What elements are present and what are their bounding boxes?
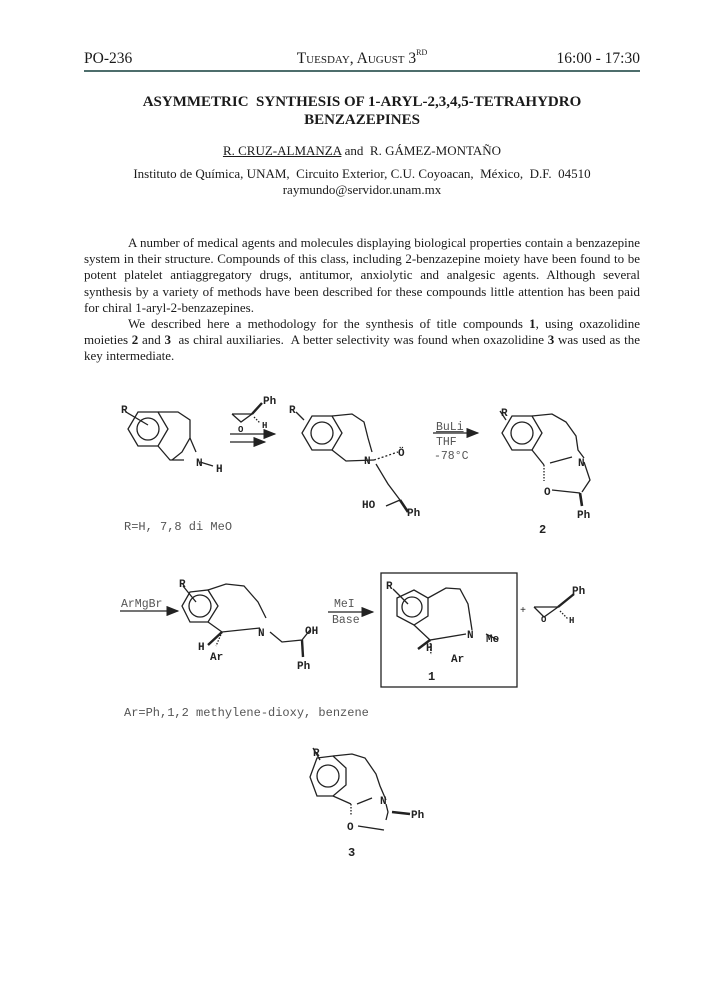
author-joiner: and xyxy=(341,143,370,158)
session-time: 16:00 - 17:30 xyxy=(556,50,640,67)
poster-code: PO-236 xyxy=(84,50,133,67)
text-run: , using oxazolidine moieties xyxy=(84,316,640,348)
text-run: was used as the key intermediate. xyxy=(84,332,640,364)
label-n: N xyxy=(380,796,387,808)
r-definition-note: R=H, 7,8 di MeO xyxy=(124,520,233,534)
title-line-1: ASYMMETRIC SYNTHESIS OF 1-ARYL-2,3,4,5-TETRAHYDRO xyxy=(142,94,582,110)
abstract xyxy=(84,235,640,365)
reagent-thf: THF xyxy=(436,436,457,449)
text-run: and xyxy=(138,332,165,348)
label-ho: HO xyxy=(362,500,376,512)
label-h: H xyxy=(426,643,433,655)
starting-benzazepine-structure xyxy=(126,412,213,466)
epoxide-reagent-structure xyxy=(232,403,262,423)
compound-ref: 3 xyxy=(547,332,555,348)
paper-title xyxy=(84,93,640,129)
product-box xyxy=(381,573,517,687)
label-r: R xyxy=(501,408,508,420)
author-second: R. GÁMEZ-MONTAÑO xyxy=(369,143,502,158)
amino-alcohol-intermediate-structure xyxy=(182,584,310,657)
reagent-base: Base xyxy=(332,614,360,627)
label-r: R xyxy=(289,405,296,417)
label-o: O xyxy=(238,425,244,435)
label-ar: Ar xyxy=(210,652,224,664)
label-o: O xyxy=(544,487,551,499)
compound-2-structure xyxy=(500,411,590,506)
title-line-2: BENZAZEPINES xyxy=(304,112,420,128)
label-h: H xyxy=(569,616,575,626)
label-ph: Ph xyxy=(411,810,425,822)
label-o-minus: Ö xyxy=(398,448,405,460)
label-n: N xyxy=(467,630,474,642)
session-date-text: Tuesday, August 3 xyxy=(296,50,417,67)
label-r: R xyxy=(313,748,320,760)
compound-ref: 1 xyxy=(529,316,536,332)
label-n: N xyxy=(578,458,585,470)
label-ph: Ph xyxy=(263,396,277,408)
label-ph: Ph xyxy=(297,661,311,673)
label-h: H xyxy=(198,642,205,654)
label-o: O xyxy=(347,822,354,834)
label-r: R xyxy=(121,405,128,417)
label-r: R xyxy=(386,581,393,593)
label-h: H xyxy=(216,464,223,476)
label-h: H xyxy=(262,421,268,431)
affiliation xyxy=(84,166,640,198)
label-ph: Ph xyxy=(577,510,591,522)
affiliation-address: Instituto de Química, UNAM, Circuito Exterior, C.U. Coyoacan, México, D.F. 04510 xyxy=(133,166,591,181)
epoxide-byproduct-structure xyxy=(534,594,574,619)
label-n: N xyxy=(258,628,265,640)
abstract-paragraph-1: A number of medical agents and molecules displaying biological properties contain a benzazepine system in their structure. Compounds of this class, including 2-benzazepine moiety have been found to be potent platelet antiaggregatory drugs, antitumor, anxiolytic and analgesic agents. Although several synthesis by a variety of methods have been described for these compounds little attention has been paid for chiral 1-aryl-2-benzazepines. xyxy=(84,235,640,315)
label-ph: Ph xyxy=(572,586,586,598)
label-n: N xyxy=(196,458,203,470)
label-ar: Ar xyxy=(451,654,465,666)
author-email[interactable]: raymundo@servidor.unam.mx xyxy=(282,182,442,197)
label-oh: OH xyxy=(305,626,319,638)
author-presenting: R. CRUZ-ALMANZA xyxy=(222,143,342,158)
page-header xyxy=(84,50,640,72)
n-oxide-intermediate-structure xyxy=(296,412,408,512)
reagent-temperature: -78°C xyxy=(434,450,469,463)
label-ph: Ph xyxy=(407,508,421,520)
text-run: We described here a methodology for the synthesis of title compounds xyxy=(128,316,530,332)
author-list xyxy=(84,143,640,159)
compound-1-structure xyxy=(393,588,498,655)
plus-sign: + xyxy=(520,606,527,617)
compound-1-label: 1 xyxy=(428,670,436,684)
text-run: as chiral auxiliaries. A better selectivity was found when oxazolidine xyxy=(171,332,548,348)
compound-3-label: 3 xyxy=(348,846,356,860)
label-n: N xyxy=(364,456,371,468)
ar-definition-note: Ar=Ph,1,2 methylene-dioxy, benzene xyxy=(124,706,369,720)
compound-2-label: 2 xyxy=(539,523,547,537)
compound-ref: 3 xyxy=(164,332,172,348)
reagent-buli: BuLi xyxy=(436,421,464,434)
label-o: O xyxy=(541,615,547,625)
reagent-armgbr: ArMgBr xyxy=(121,598,163,611)
compound-ref: 2 xyxy=(131,332,139,348)
abstract-paragraph-2 xyxy=(84,316,640,365)
compound-3-structure xyxy=(310,748,410,830)
label-r: R xyxy=(179,579,186,591)
label-me: Me xyxy=(486,634,500,646)
reagent-mei: MeI xyxy=(334,598,355,611)
date-suffix: RD xyxy=(416,48,428,57)
